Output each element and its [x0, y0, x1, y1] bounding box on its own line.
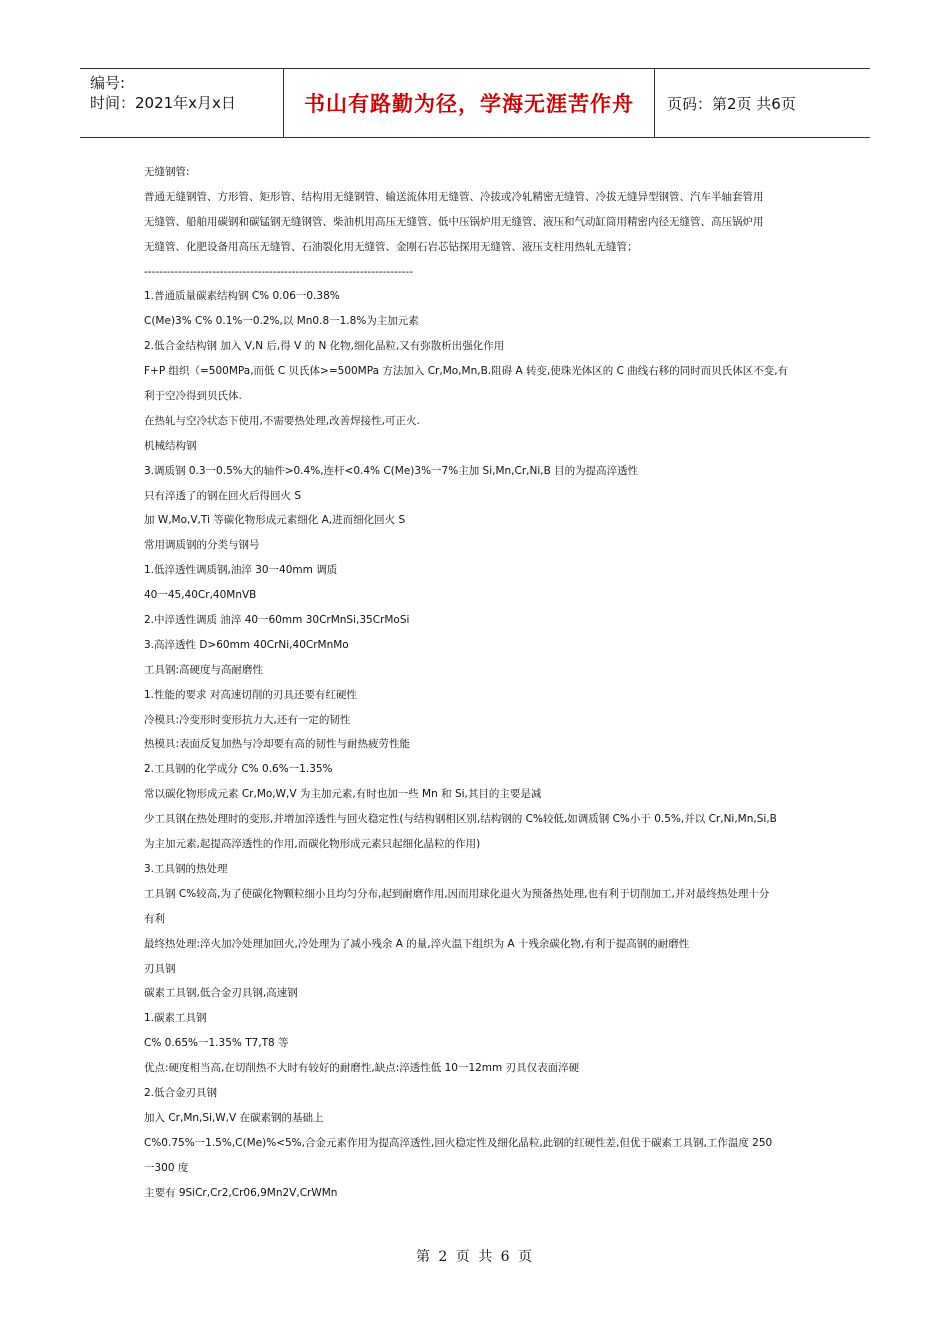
body-line: 1.性能的要求 对高速切削的刃具还要有红硬性	[144, 688, 357, 701]
section-heading: 常用调质钢的分类与钢号	[144, 539, 260, 552]
header-meta	[80, 69, 283, 137]
body-line: 3.工具钢的热处理	[144, 862, 228, 875]
body-line: 2.中淬透性调质 油淬 40一60mm 30CrMnSi,35CrMoSi	[144, 614, 410, 627]
body-line: C% 0.65%一1.35% T7,T8 等	[144, 1037, 289, 1050]
body-line: 利于空冷得到贝氏体.	[144, 390, 242, 403]
body-line: 加 W,Mo,V,Ti 等碳化物形成元素细化 A,进而细化回火 S	[144, 514, 406, 527]
body-line: 无缝管、船舶用碳钢和碳锰钢无缝钢管、柴油机用高压无缝管、低中压锅炉用无缝管、液压和气动缸筒用精密内径无缝管、高压锅炉用	[144, 215, 764, 228]
body-line: 一300 度	[144, 1161, 189, 1174]
section-heading: 工具钢:高硬度与高耐磨性	[144, 663, 264, 676]
body-line: 冷模具:冷变形时变形抗力大,还有一定的韧性	[144, 713, 351, 726]
body-line: 工具钢 C%较高,为了使碳化物颗粒细小且均匀分布,起到耐磨作用,因而用球化退火为预备热处理,也有利于切削加工,并对最终热处理十分	[144, 887, 770, 900]
body-line: 为主加元素,起提高淬透性的作用,而碳化物形成元素只起细化晶粒的作用)	[144, 838, 481, 851]
page-header	[80, 68, 870, 138]
body-line: 只有淬透了的钢在回火后得回火 S	[144, 489, 302, 502]
body-line: 普通无缝钢管、方形管、矩形管、结构用无缝钢管、输送流体用无缝管、冷拔或冷轧精密无缝管、冷拔无缝异型钢管、汽车半轴套管用	[144, 190, 764, 203]
body-line: 有利	[144, 912, 165, 925]
body-line: 2.低合金刃具钢	[144, 1086, 218, 1099]
body-line: 无缝钢管:	[144, 166, 190, 178]
document-body	[144, 160, 814, 1205]
body-line: 无缝管、化肥设备用高压无缝管、石油裂化用无缝管、金刚石岩芯钻探用无缝管、液压支柱用热轧无缝管；	[144, 240, 638, 253]
section-heading: 机械结构钢	[144, 439, 197, 452]
body-line: 加入 Cr,Mn,Si,W,V 在碳素钢的基础上	[144, 1111, 324, 1124]
body-line: 40一45,40Cr,40MnVB	[144, 589, 257, 602]
body-line: 热模具:表面反复加热与冷却要有高的韧性与耐热疲劳性能	[144, 738, 411, 751]
body-line: 2.工具钢的化学成分 C% 0.6%一1.35%	[144, 763, 333, 776]
page-footer: 第 2 页 共 6 页	[415, 1249, 535, 1265]
body-line: 3.调质钢 0.3一0.5%大的轴件>0.4%,连杆<0.4% C(Me)3%一7%主加 Si,Mn,Cr,Ni,B 目的为提高淬透性	[144, 464, 639, 477]
body-line: 3.高淬透性 D>60mm 40CrNi,40CrMnMo	[144, 638, 349, 651]
body-line: F+P 组织（=500MPa,而低 C 贝氏体>=500MPa 方法加入 Cr,Mo,Mn,B.阻碍 A 转变,使珠光体区的 C 曲线右移的同时而贝氏体区不变,有	[144, 365, 789, 378]
header-motto: 书山有路勤为径，学海无涯苦作舟	[304, 92, 634, 116]
body-line: C(Me)3% C% 0.1%一0.2%,以 Mn0.8一1.8%为主加元素	[144, 315, 419, 328]
section-heading: 刃具钢	[144, 962, 176, 975]
body-line: C%0.75%一1.5%,C(Me)%<5%,合金元素作用为提高淬透性,回火稳定性及细化晶粒,此钢的红硬性差,但优于碳素工具钢,工作温度 250	[144, 1136, 773, 1149]
body-line: 1.低淬透性调质钢,油淬 30一40mm 调质	[144, 564, 338, 577]
body-line: 常以碳化物形成元素 Cr,Mo,W,V 为主加元素,有时也加一些 Mn 和 Si,其目的主要是减	[144, 788, 542, 801]
header-page-info-cell	[655, 69, 870, 137]
body-line: 1.普通质量碳素结构钢 C% 0.06一0.38%	[144, 290, 340, 303]
header-motto-cell	[283, 69, 655, 137]
body-line: 优点:硬度相当高,在切削热不大时有较好的耐磨性,缺点:淬透性低 10一12mm 刃具仅表面淬硬	[144, 1062, 580, 1075]
body-line: 2.低合金结构钢 加入 V,N 后,得 V 的 N 化物,细化晶粒,又有弥散析出强化作用	[144, 340, 505, 353]
body-line: 1.碳素工具钢	[144, 1012, 207, 1025]
header-page-info: 页码：第2页 共6页	[667, 94, 796, 113]
separator-line: -----------------------------------------------------------------------	[144, 265, 414, 278]
document-date: 时间：2021年x月x日	[90, 94, 236, 112]
body-line: 主要有 9SiCr,Cr2,Cr06,9Mn2V,CrWMn	[144, 1186, 338, 1199]
body-line: 最终热处理:淬火加冷处理加回火,冷处理为了减小残余 A 的量,淬火温下组织为 A 十残余碳化物,有利于提高钢的耐磨性	[144, 937, 690, 950]
body-line: 少工具钢在热处理时的变形,并增加淬透性与回火稳定性(与结构钢相区别,结构钢的 C%较低,如调质钢 C%小于 0.5%,并以 Cr,Ni,Mn,Si,B	[144, 813, 777, 826]
body-line: 在热轧与空冷状态下使用,不需要热处理,改善焊接性,可正火.	[144, 414, 420, 427]
document-number-label: 编号:	[90, 74, 126, 92]
body-line: 碳素工具钢,低合金刃具钢,高速钢	[144, 987, 298, 1000]
